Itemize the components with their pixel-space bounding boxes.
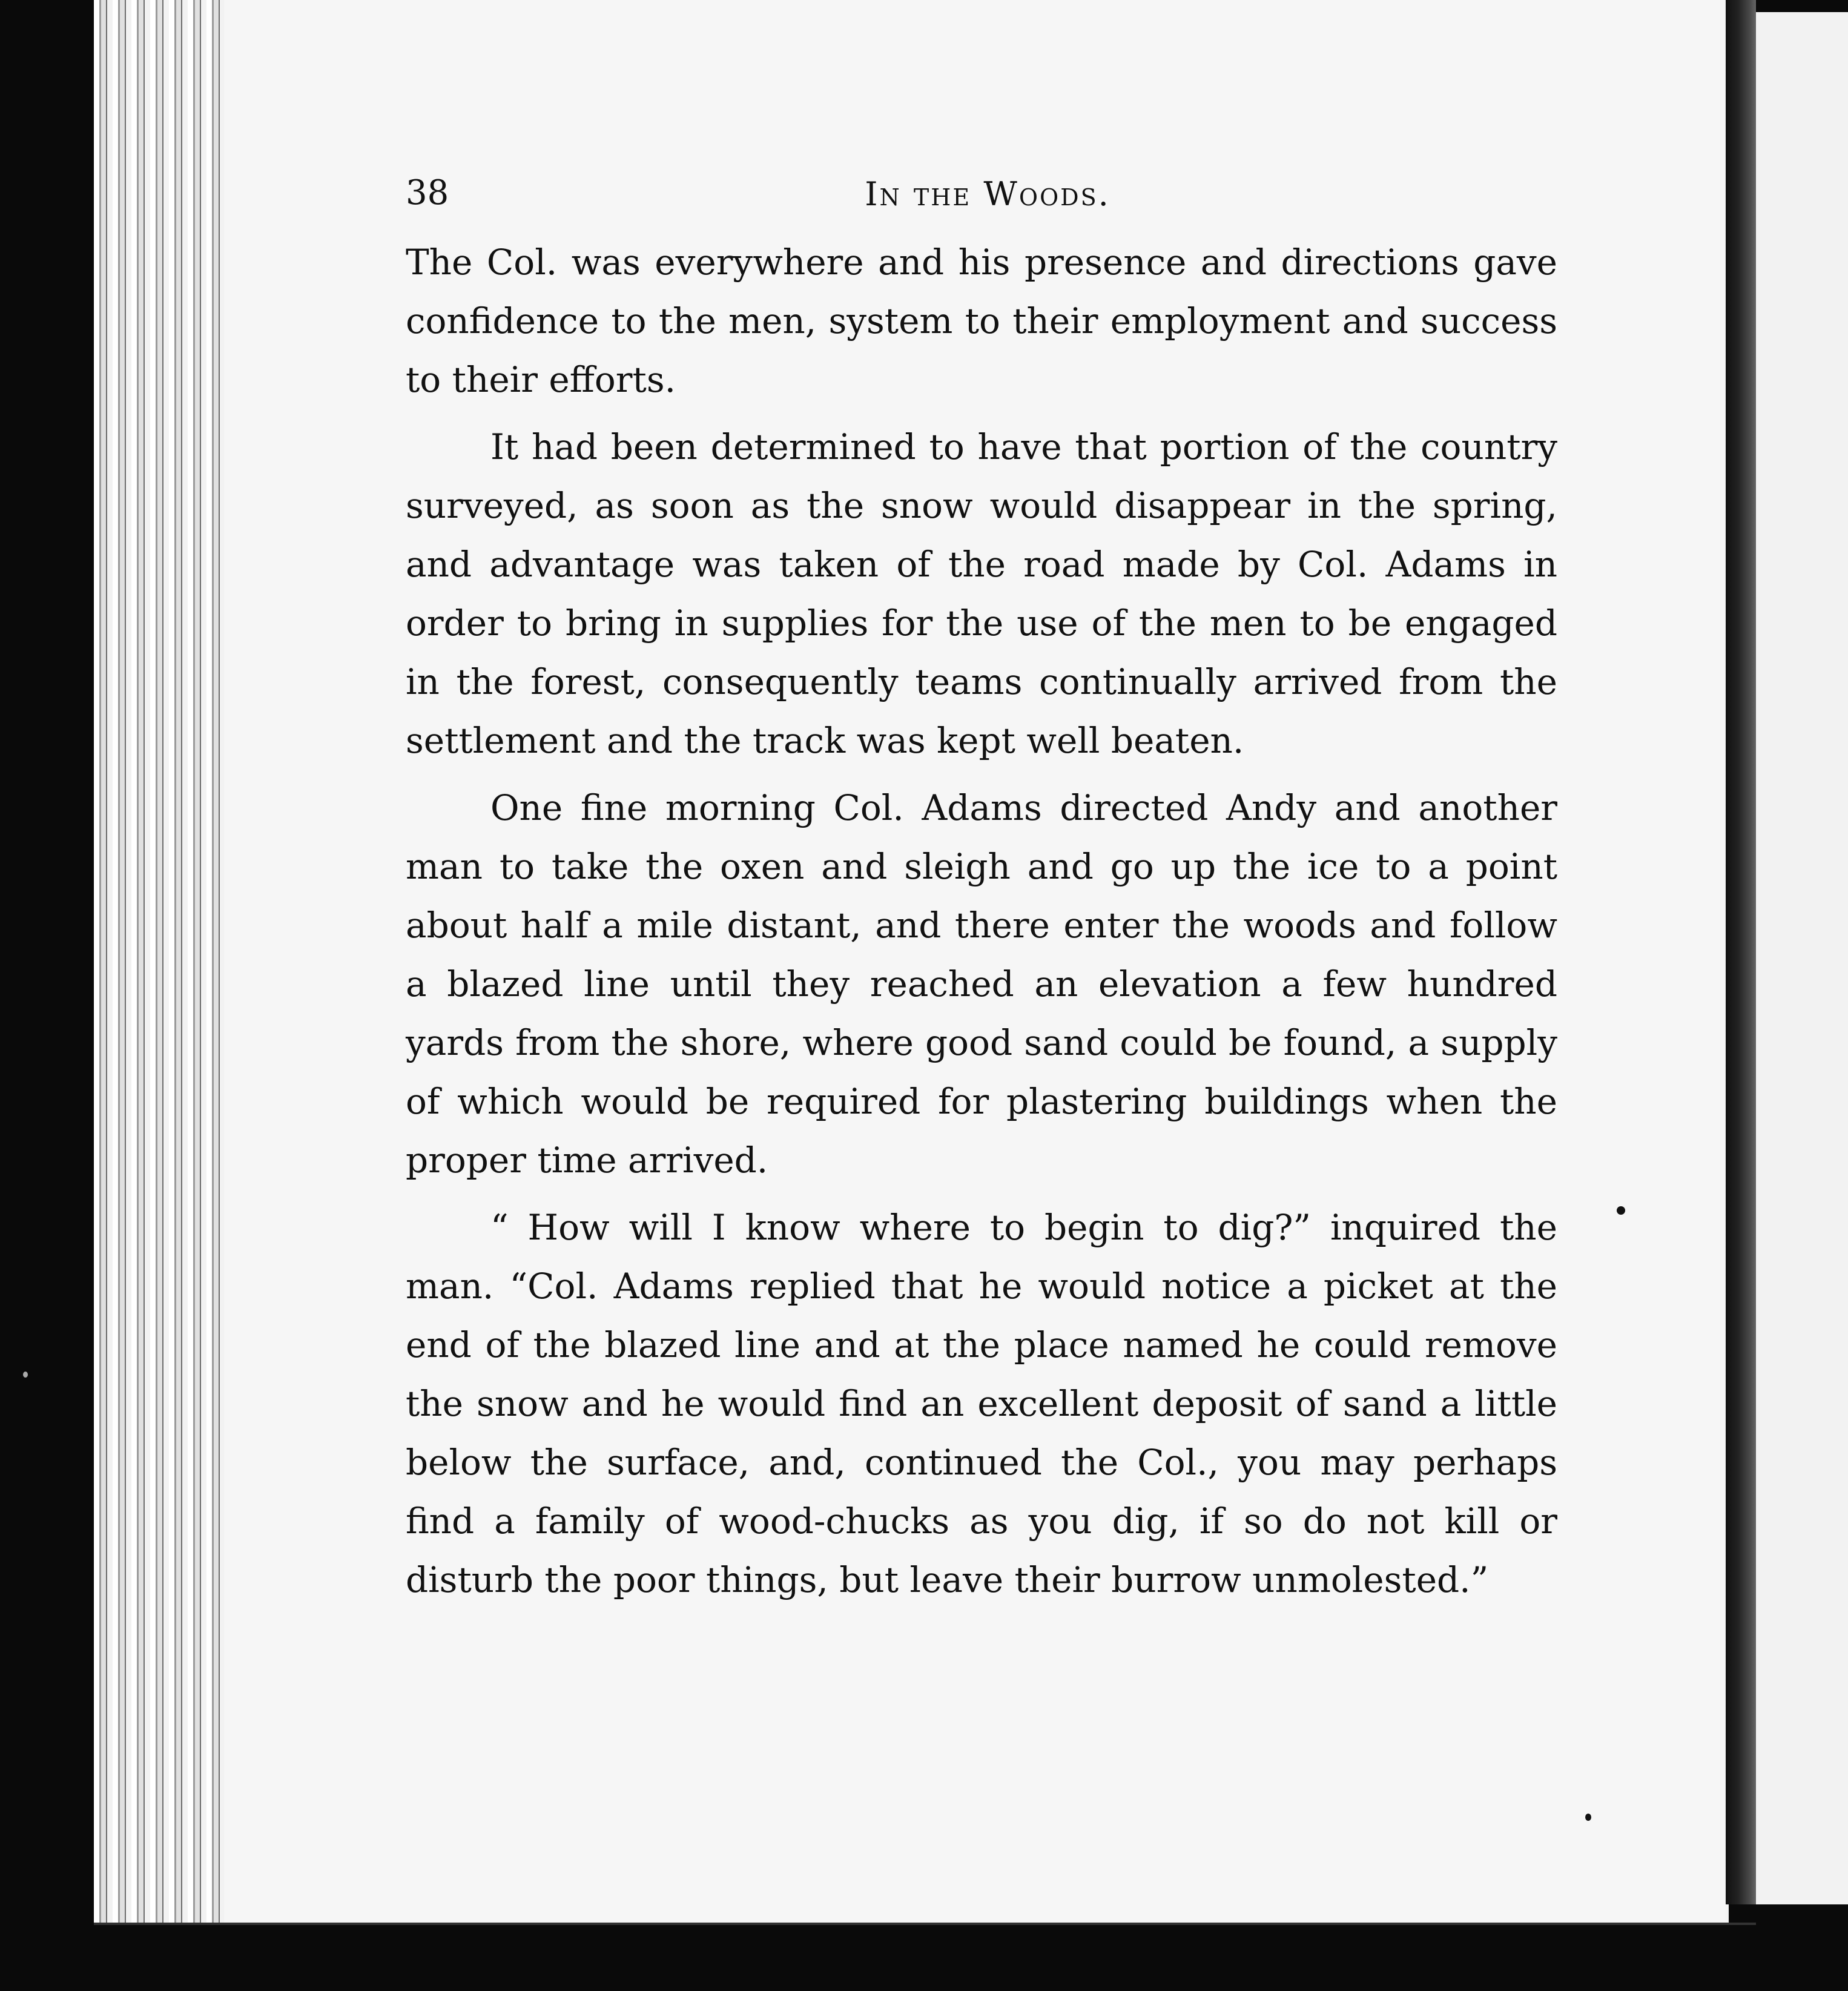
paragraph-2: It had been determined to have that portion of the country surveyed, as soon as the snow would disappear in the spring, and advantage was taken of the road made by Col. Adams in order to bring in supplies for the use of the men to be engaged in the forest, consequently teams continually arrived from the settlement and the track was kept well beaten. <box>406 426 1557 761</box>
paragraph-4: “ How will I know where to begin to dig?” inquired the man. “Col. Adams replied that he would notice a picket at the end of the blazed line and at the place named he could remove the snow and he would find an excellent deposit of sand a little below the surface, and, continued the Col., you may perhaps find a family of wood-chucks as you dig, if so do not kill or disturb the poor things, but leave their burrow unmolested.” <box>406 1207 1557 1600</box>
paragraph-3: One fine morning Col. Adams directed Andy and another man to take the oxen and sleigh and go up the ice to a point about half a mile distant, and there enter the woods and follow a blazed line until they reached an elevation a few hundred yards from the shore, where good sand could be found, a supply of which would be required for plastering buildings when the proper time arrived. <box>406 787 1557 1181</box>
ink-speck <box>1585 1814 1591 1821</box>
paragraph-1: The Col. was everywhere and his presence and directions gave confidence to the men, system to their employment and success to their efforts. <box>406 242 1557 400</box>
book-gutter <box>1726 0 1756 1904</box>
ink-speck <box>23 1372 28 1378</box>
page-number: 38 <box>406 173 449 213</box>
running-head <box>406 151 1557 233</box>
page-edges <box>94 0 224 1923</box>
facing-page-edge <box>1756 12 1848 1904</box>
page-text-block <box>406 151 1557 1618</box>
ink-speck <box>1617 1206 1625 1215</box>
page-bottom-edge <box>94 1923 1756 1925</box>
running-title: In the Woods. <box>865 175 1110 213</box>
